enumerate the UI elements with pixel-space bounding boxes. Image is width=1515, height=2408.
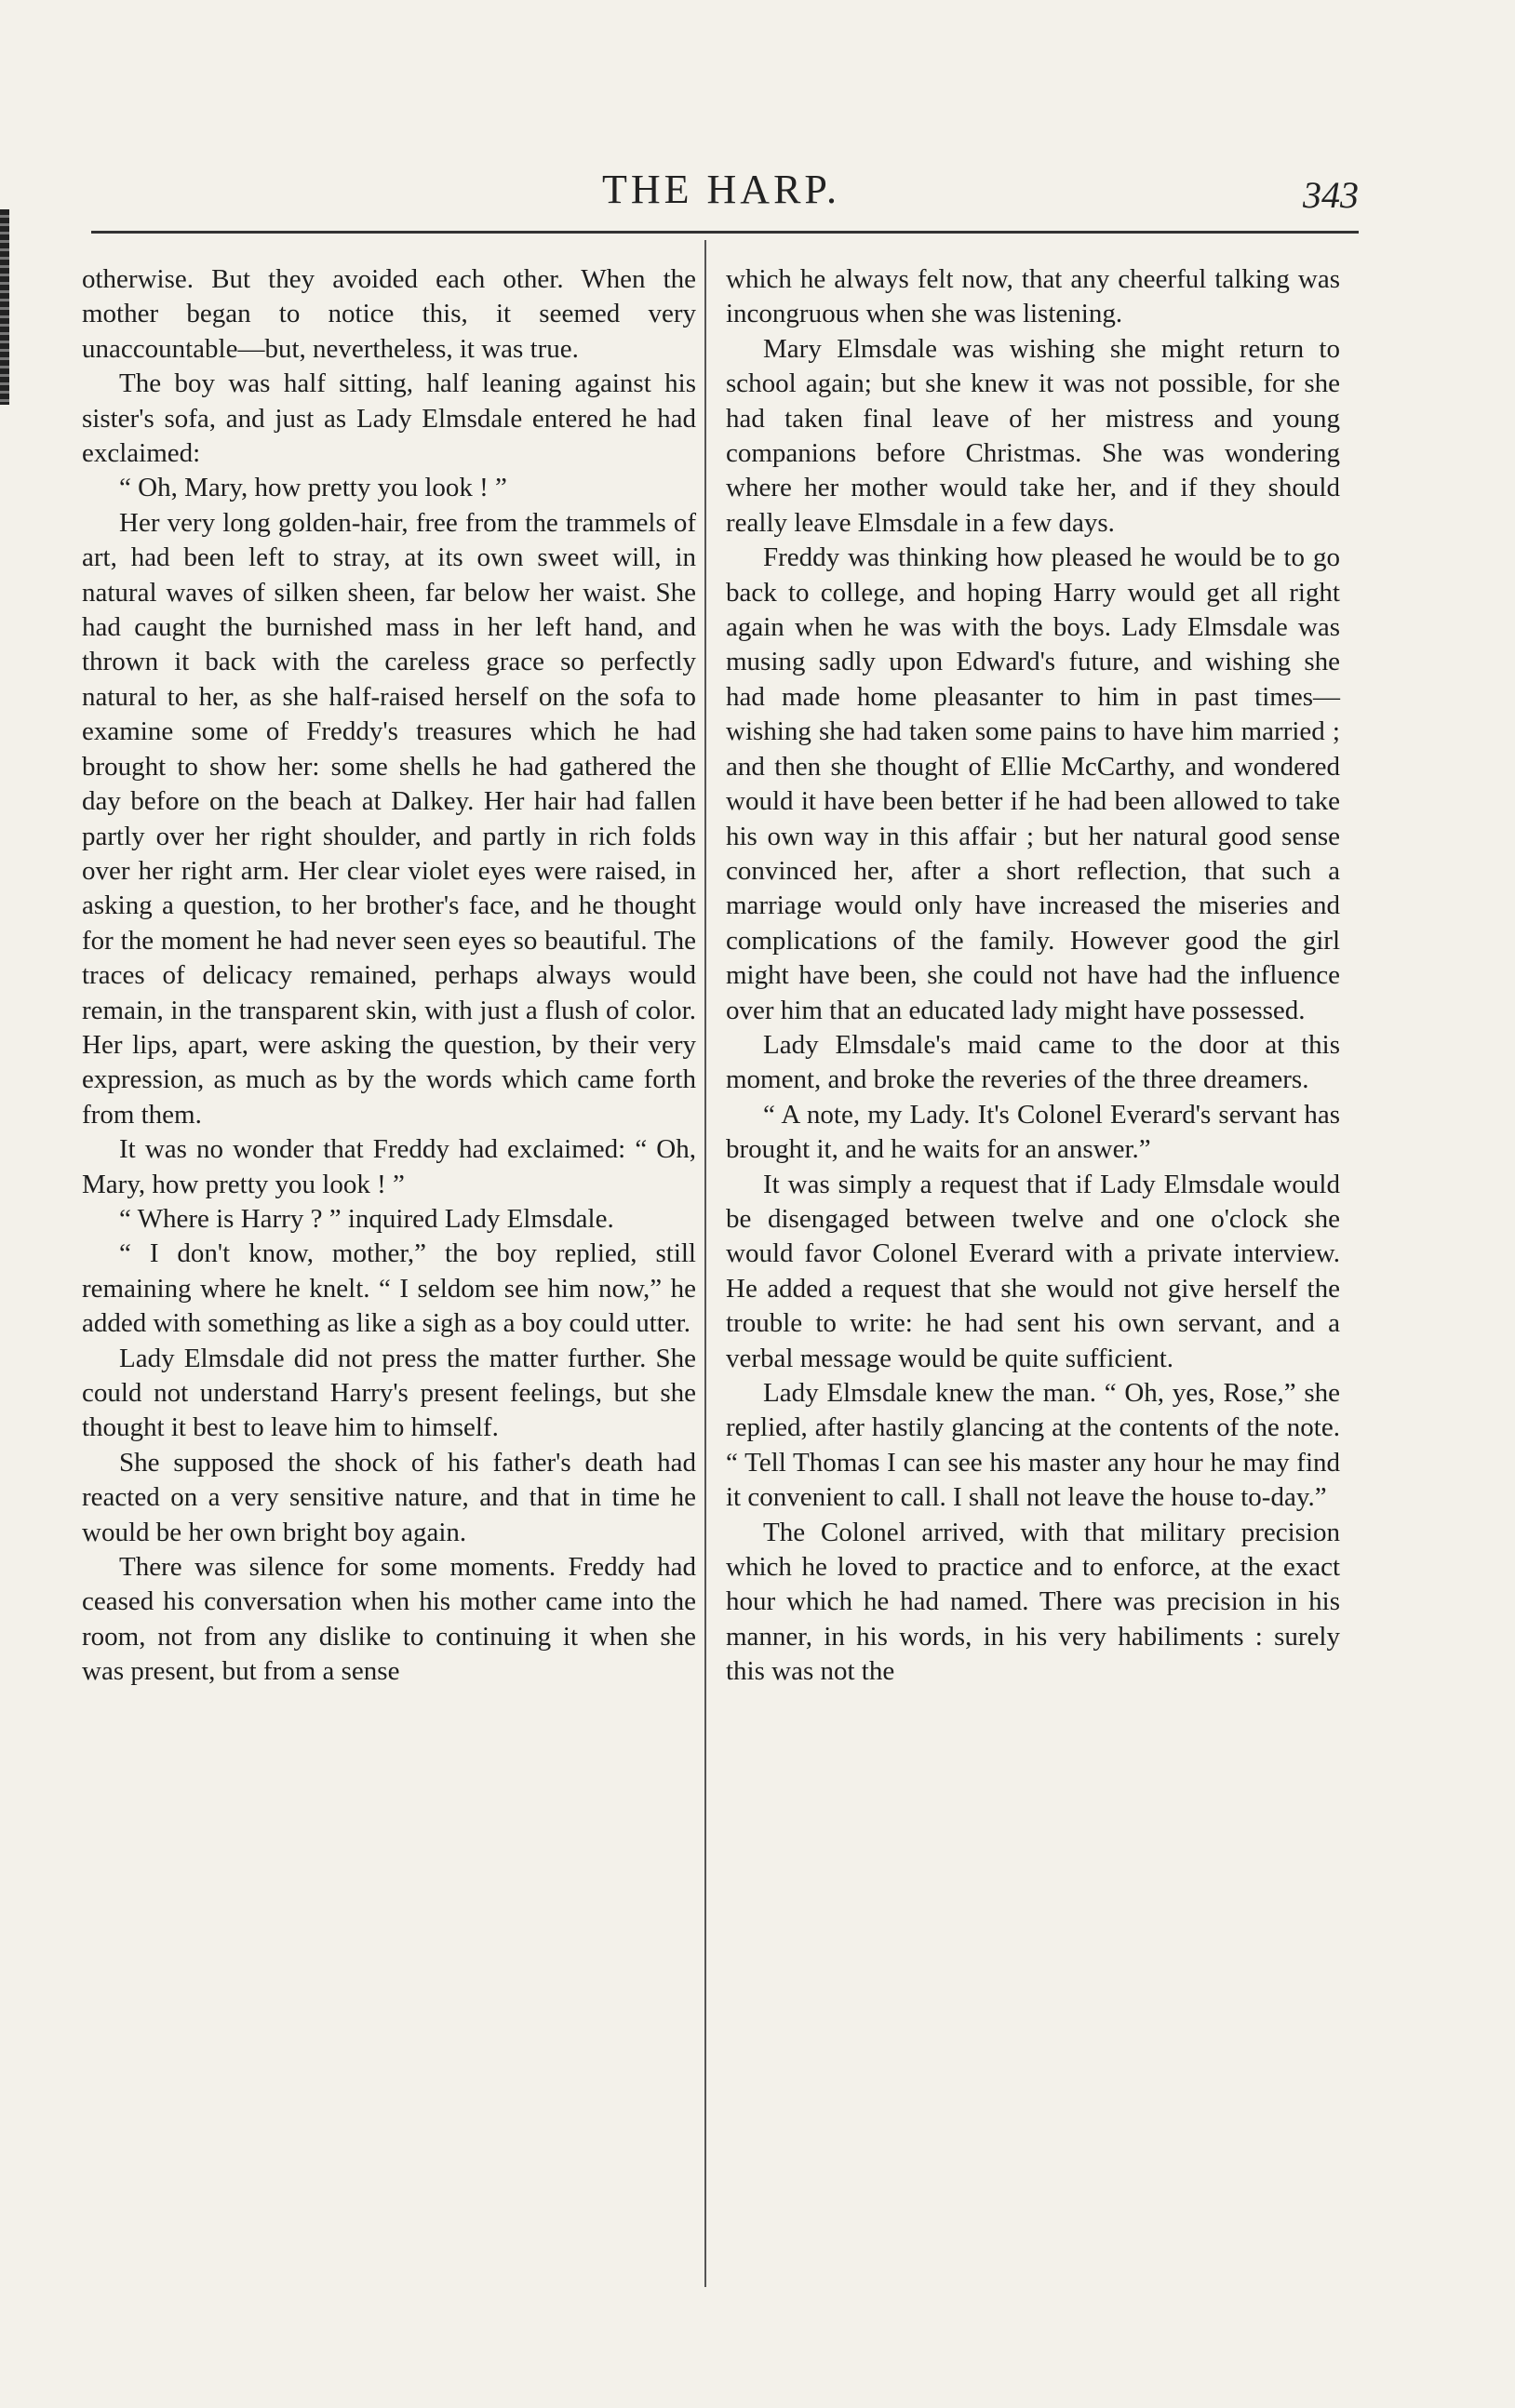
- paragraph: “ I don't know, mother,” the boy replied, still remaining where he knelt. “ I seldom see him now,” he added with something as like a sigh as a boy could utter.: [82, 1238, 696, 1339]
- left-column: [82, 262, 696, 1690]
- paragraph: There was silence for some moments. Freddy had ceased his conversation when his mother came into the room, not from any dislike to continuing it when she was present, but from a sense: [82, 1552, 696, 1687]
- paragraph: which he always felt now, that any cheerful talking was incongruous when she was listening.: [726, 264, 1340, 329]
- paragraph: It was no wonder that Freddy had exclaimed: “ Oh, Mary, how pretty you look ! ”: [82, 1134, 696, 1199]
- page-number: 343: [1303, 174, 1359, 216]
- paragraph: It was simply a request that if Lady Elmsdale would be disengaged between twelve and one o'clock she would favor Colonel Everard with a private interview. He added a request that she would not give herself the trouble to write: he had sent his own servant, and a verbal message would be quite sufficient.: [726, 1169, 1340, 1373]
- header-rule: [91, 231, 1359, 234]
- paragraph: “ Where is Harry ? ” inquired Lady Elmsdale.: [119, 1203, 614, 1234]
- running-title: THE HARP.: [601, 167, 841, 212]
- right-column: [726, 262, 1340, 1690]
- paragraph: Lady Elmsdale knew the man. “ Oh, yes, Rose,” she replied, after hastily glancing at the contents of the note. “ Tell Thomas I can see his master any hour he may find it convenient to call. I shall not leave the house to-day.”: [726, 1378, 1340, 1513]
- paragraph: “ Oh, Mary, how pretty you look ! ”: [119, 473, 507, 503]
- page-header: [84, 166, 1359, 221]
- paragraph: She supposed the shock of his father's death had reacted on a very sensitive nature, and that in time he would be her own bright boy again.: [82, 1447, 696, 1547]
- paragraph: The Colonel arrived, with that military precision which he loved to practice and to enforce, at the exact hour which he had named. There was precision in his manner, in his words, in his very habiliments : surely this was not the: [726, 1517, 1340, 1687]
- paragraph: Lady Elmsdale did not press the matter further. She could not understand Harry's present feelings, but she thought it best to leave him to himself.: [82, 1343, 696, 1443]
- paragraph: otherwise. But they avoided each other. When the mother began to notice this, it seemed very unaccountable—but, nevertheless, it was true.: [82, 264, 696, 364]
- paragraph: Her very long golden-hair, free from the trammels of art, had been left to stray, at its own sweet will, in natural waves of silken sheen, far below her waist. She had caught the burnished mass in her left hand, and thrown it back with the careless grace so perfectly natural to her, as she half-raised herself on the sofa to examine some of Freddy's treasures which he had brought to show her: some shells he had gathered the day before on the beach at Dalkey. Her hair had fallen partly over her right shoulder, and partly in rich folds over her right arm. Her clear violet eyes were raised, in asking a question, to her brother's face, and he thought for the moment he had never seen eyes so beautiful. The traces of delicacy remained, perhaps always would remain, in the transparent skin, with just a flush of color. Her lips, apart, were asking the question, by their very expression, as much as by the words which came forth from them.: [82, 507, 696, 1130]
- paragraph: Lady Elmsdale's maid came to the door at this moment, and broke the reveries of the three dreamers.: [726, 1029, 1340, 1095]
- column-divider: [704, 240, 706, 2287]
- paragraph: The boy was half sitting, half leaning against his sister's sofa, and just as Lady Elmsdale entered he had exclaimed:: [82, 368, 696, 469]
- paragraph: Freddy was thinking how pleased he would be to go back to college, and hoping Harry would get all right again when he was with the boys. Lady Elmsdale was musing sadly upon Edward's future, and wishing she had made home pleasanter to him in past times—wishing she had taken some pains to have him married ; and then she thought of Ellie McCarthy, and wondered would it have been better if he had been allowed to take his own way in this affair ; but her natural good sense convinced her, after a short reflection, that such a marriage would only have increased the miseries and complications of the family. However good the girl might have been, she could not have had the influence over him that an educated lady might have possessed.: [726, 542, 1340, 1025]
- paragraph: Mary Elmsdale was wishing she might return to school again; but she knew it was not possible, for she had taken final leave of her mistress and young companions before Christmas. She was wondering where her mother would take her, and if they should really leave Elmsdale in a few days.: [726, 333, 1340, 538]
- paragraph: “ A note, my Lady. It's Colonel Everard's servant has brought it, and he waits for an answer.”: [726, 1099, 1340, 1165]
- binding-edge-mark: [0, 209, 9, 405]
